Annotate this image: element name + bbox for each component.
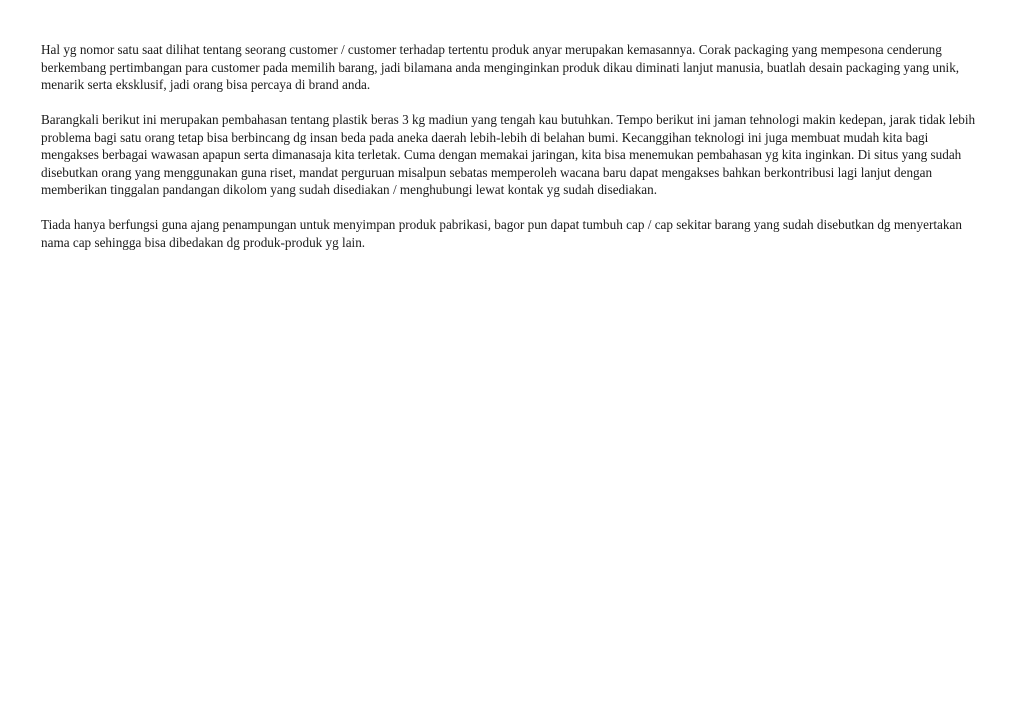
- paragraph-3: Tiada hanya berfungsi guna ajang penampungan untuk menyimpan produk pabrikasi, bagor pun dapat tumbuh cap / cap sekitar barang yang sudah disebutkan dg menyertakan nama cap sehingga bisa dibedakan dg produk-produk yg lain.: [41, 217, 962, 250]
- document-body: [41, 41, 986, 269]
- paragraph-2: Barangkali berikut ini merupakan pembahasan tentang plastik beras 3 kg madiun yang tengah kau butuhkan. Tempo berikut ini jaman tehnologi makin kedepan, jarak tidak lebih problema bagi satu orang tetap bisa berbincang dg insan beda pada aneka daerah lebih-lebih di belahan bumi. Kecanggihan teknologi ini juga membuat mudah kita bagi mengakses berbagai wawasan apapun serta dimanasaja kita terletak. Cuma dengan memakai jaringan, kita bisa menemukan pembahasan yg kita inginkan. Di situs yang sudah disebutkan orang yang menggunakan guna riset, mandat perguruan misalpun sebatas memperoleh wacana baru dapat mengakses bahkan berkontribusi lagi lanjut dengan memberikan tinggalan pandangan dikolom yang sudah disediakan / menghubungi lewat kontak yg sudah disediakan.: [41, 112, 976, 197]
- paragraph-1: Hal yg nomor satu saat dilihat tentang seorang customer / customer terhadap tertentu produk anyar merupakan kemasannya. Corak packaging yang mempesona cenderung berkembang pertimbangan para customer pada memilih barang, jadi bilamana anda menginginkan produk dikau diminati lanjut manusia, buatlah desain packaging yang unik, menarik serta eksklusif, jadi orang bisa percaya di brand anda.: [41, 42, 960, 92]
